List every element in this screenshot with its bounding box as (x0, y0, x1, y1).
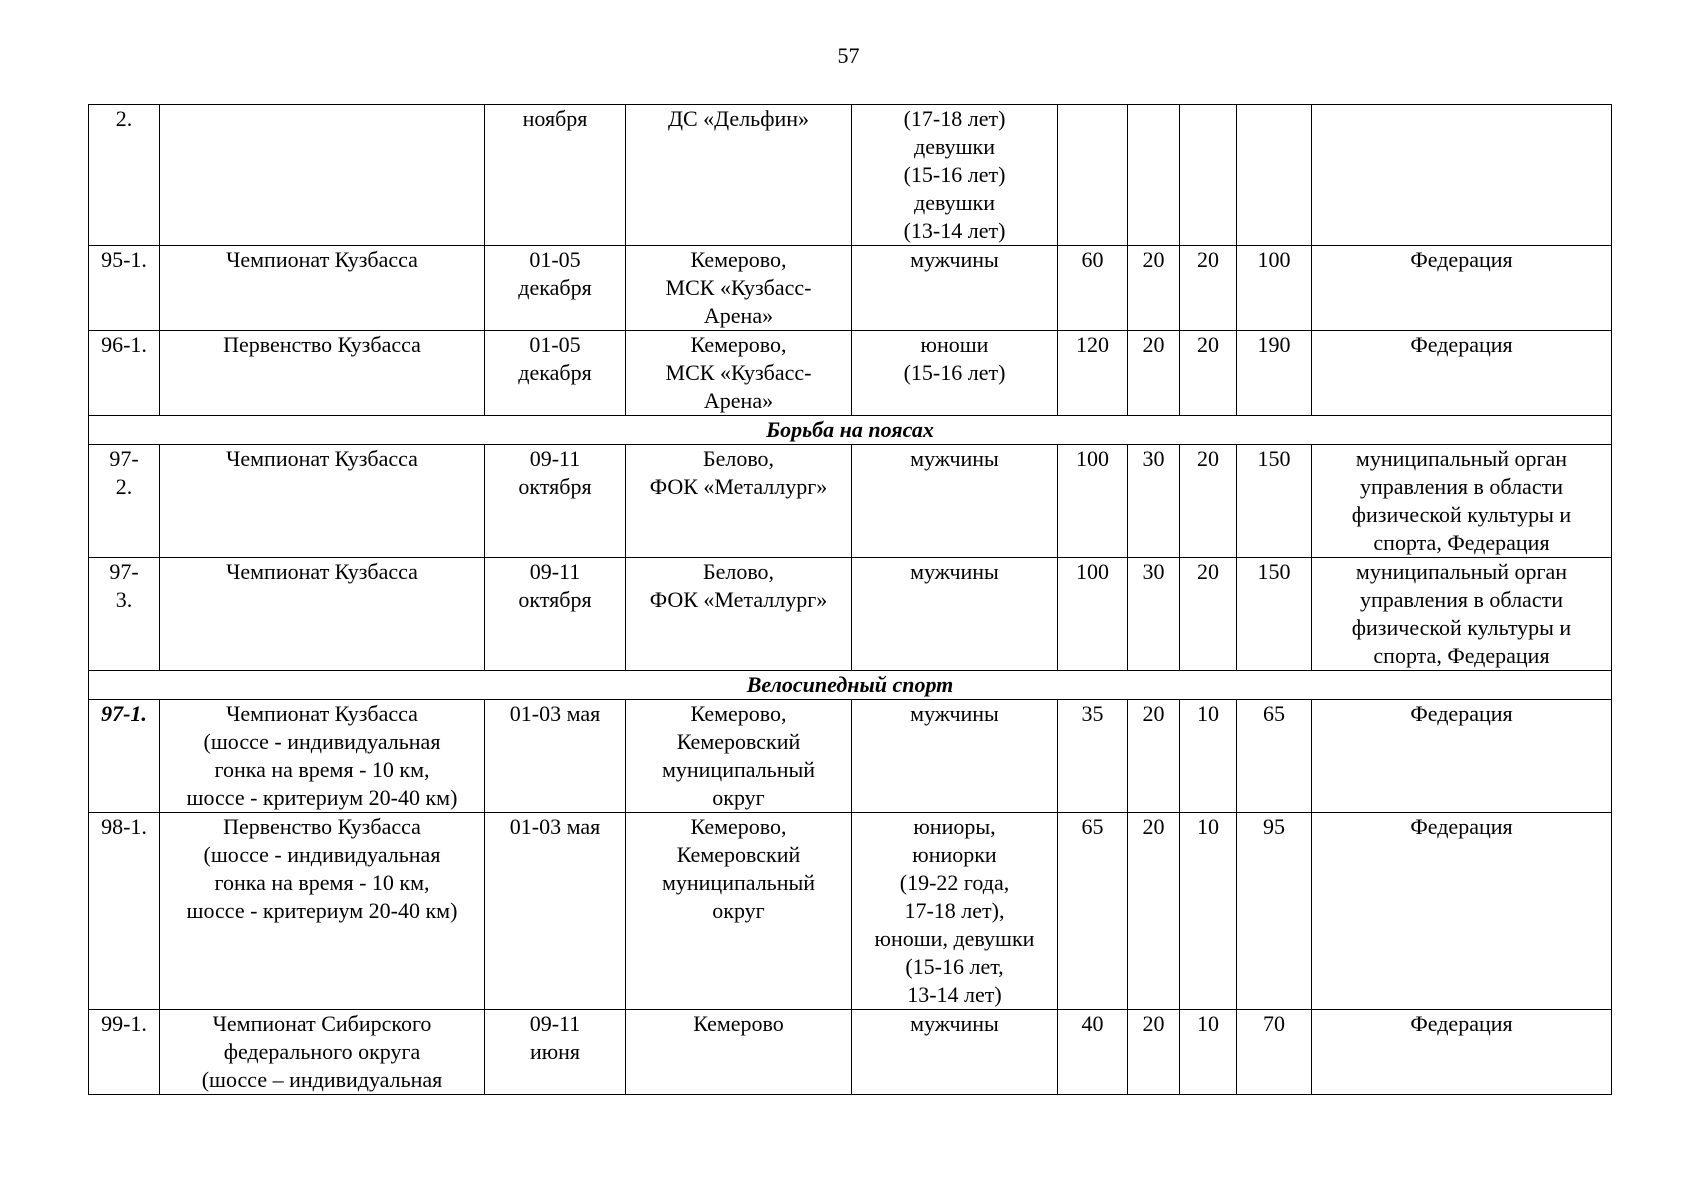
event-number-line: 3. (115, 587, 133, 612)
event-place-line: Белово, (702, 559, 775, 584)
count-c3: 20 (1180, 445, 1237, 558)
count-c2: 20 (1128, 700, 1180, 813)
participant-group (852, 1010, 1058, 1095)
event-place-line: округ (712, 898, 765, 923)
page-number: 57 (837, 43, 860, 68)
event-number-line: 99-1. (101, 1011, 147, 1036)
event-date (485, 1010, 626, 1095)
participant-group-line: 17-18 лет), (904, 898, 1005, 923)
event-name (160, 700, 485, 813)
table-row (89, 331, 1612, 416)
event-name-line: Чемпионат Кузбасса (226, 559, 418, 584)
table-row (89, 445, 1612, 558)
count-c4: 150 (1237, 445, 1312, 558)
count-c2: 20 (1128, 331, 1180, 416)
section-row (89, 416, 1612, 445)
count-c1: 40 (1058, 1010, 1128, 1095)
count-c4 (1237, 105, 1312, 246)
count-c3: 10 (1180, 1010, 1237, 1095)
event-number-line: 97- (109, 446, 139, 471)
event-date-line: 01-03 мая (509, 814, 601, 839)
participant-group-line: (17-18 лет) (903, 106, 1006, 131)
participant-group (852, 700, 1058, 813)
count-c3 (1180, 105, 1237, 246)
event-place (626, 246, 852, 331)
event-number-line: 2. (115, 474, 133, 499)
event-name-line: шоссе - критериум 20-40 км) (186, 785, 458, 810)
organizer-line: физической культуры и (1351, 502, 1572, 527)
organizer-line: управления в области (1360, 474, 1563, 499)
event-place (626, 1010, 852, 1095)
organizer (1312, 331, 1612, 416)
count-c1: 35 (1058, 700, 1128, 813)
event-place-line: Кемерово (693, 1011, 784, 1036)
organizer-line: Федерация (1410, 701, 1513, 726)
event-number (89, 246, 160, 331)
event-place (626, 813, 852, 1010)
organizer-line: Федерация (1410, 1011, 1513, 1036)
count-c2: 20 (1128, 1010, 1180, 1095)
table-row (89, 813, 1612, 1010)
participant-group-line: юноши (920, 332, 989, 357)
count-c3: 20 (1180, 246, 1237, 331)
event-number (89, 445, 160, 558)
count-c3: 10 (1180, 813, 1237, 1010)
event-date-line: декабря (518, 360, 592, 385)
organizer-line: физической культуры и (1351, 615, 1572, 640)
participant-group-line: девушки (914, 134, 995, 159)
event-place-line: Кемерово, (690, 332, 787, 357)
event-date (485, 558, 626, 671)
event-date (485, 331, 626, 416)
count-c4: 95 (1237, 813, 1312, 1010)
event-place-line: ФОК «Металлург» (649, 474, 828, 499)
event-date (485, 246, 626, 331)
table-row (89, 246, 1612, 331)
event-name-line: (шоссе - индивидуальная (203, 729, 441, 754)
event-number-line: 96-1. (101, 332, 147, 357)
event-place-line: муниципальный (661, 757, 816, 782)
event-name (160, 246, 485, 331)
event-name (160, 558, 485, 671)
participant-group (852, 331, 1058, 416)
event-date-line: ноября (522, 106, 588, 131)
event-name-line: (шоссе - индивидуальная (203, 842, 441, 867)
participant-group (852, 558, 1058, 671)
event-number (89, 105, 160, 246)
organizer (1312, 445, 1612, 558)
count-c3: 20 (1180, 558, 1237, 671)
event-date-line: 09-11 (529, 559, 581, 584)
participant-group-line: юниорки (912, 842, 997, 867)
organizer-line: муниципальный орган (1355, 559, 1568, 584)
count-c1: 65 (1058, 813, 1128, 1010)
count-c3: 20 (1180, 331, 1237, 416)
participant-group-line: мужчины (910, 1011, 999, 1036)
section-row (89, 671, 1612, 700)
organizer (1312, 1010, 1612, 1095)
event-number (89, 700, 160, 813)
event-number-line: 97-1. (101, 701, 147, 726)
event-date-line: декабря (518, 275, 592, 300)
event-place-line: ДС «Дельфин» (667, 106, 810, 131)
event-number (89, 558, 160, 671)
event-place-line: Кемеровский (676, 729, 801, 754)
count-c4: 100 (1237, 246, 1312, 331)
event-place (626, 558, 852, 671)
organizer-line: Федерация (1410, 332, 1513, 357)
count-c2: 30 (1128, 558, 1180, 671)
section-title: Борьба на поясах (89, 416, 1612, 445)
event-place-line: Кемерово, (690, 247, 787, 272)
event-place-line: Арена» (703, 388, 774, 413)
participant-group-line: мужчины (910, 559, 999, 584)
event-date-line: октября (518, 474, 592, 499)
count-c4: 70 (1237, 1010, 1312, 1095)
event-place-line: ФОК «Металлург» (649, 587, 828, 612)
participant-group-line: (15-16 лет) (903, 162, 1006, 187)
table-row (89, 700, 1612, 813)
event-date (485, 700, 626, 813)
event-place-line: Кемерово, (690, 814, 787, 839)
event-place (626, 445, 852, 558)
participant-group (852, 445, 1058, 558)
organizer (1312, 558, 1612, 671)
event-number (89, 331, 160, 416)
event-number-line: 98-1. (101, 814, 147, 839)
count-c4: 150 (1237, 558, 1312, 671)
organizer (1312, 246, 1612, 331)
participant-group-line: (15-16 лет) (903, 360, 1006, 385)
event-number (89, 1010, 160, 1095)
participant-group-line: юноши, девушки (874, 926, 1035, 951)
event-place (626, 105, 852, 246)
event-place-line: Кемеровский (676, 842, 801, 867)
event-date-line: октября (518, 587, 592, 612)
event-place-line: округ (712, 785, 765, 810)
event-name-line: шоссе - критериум 20-40 км) (186, 898, 458, 923)
event-date-line: 01-03 мая (509, 701, 601, 726)
participant-group (852, 813, 1058, 1010)
event-date (485, 445, 626, 558)
event-name (160, 813, 485, 1010)
event-name (160, 1010, 485, 1095)
participant-group-line: (19-22 года, (899, 870, 1010, 895)
section-title: Велосипедный спорт (89, 671, 1612, 700)
count-c1: 60 (1058, 246, 1128, 331)
event-place-line: Кемерово, (690, 701, 787, 726)
participant-group-line: (13-14 лет) (903, 218, 1006, 243)
events-table (88, 104, 1612, 1095)
event-name-line: Чемпионат Сибирского (212, 1011, 432, 1036)
count-c1: 120 (1058, 331, 1128, 416)
event-number-line: 95-1. (101, 247, 147, 272)
count-c2: 20 (1128, 813, 1180, 1010)
participant-group (852, 105, 1058, 246)
count-c3: 10 (1180, 700, 1237, 813)
event-number (89, 813, 160, 1010)
event-place-line: Арена» (703, 303, 774, 328)
event-name (160, 105, 485, 246)
event-place-line: муниципальный (661, 870, 816, 895)
event-date-line: 01-05 (529, 247, 581, 272)
event-name-line: Чемпионат Кузбасса (226, 247, 418, 272)
event-number-line: 2. (115, 106, 133, 131)
event-place-line: Белово, (702, 446, 775, 471)
count-c4: 65 (1237, 700, 1312, 813)
event-name-line: гонка на время - 10 км, (214, 870, 430, 895)
count-c1 (1058, 105, 1128, 246)
organizer-line: управления в области (1360, 587, 1563, 612)
count-c1: 100 (1058, 445, 1128, 558)
event-name-line: Чемпионат Кузбасса (226, 701, 418, 726)
count-c4: 190 (1237, 331, 1312, 416)
participant-group-line: 13-14 лет) (907, 982, 1002, 1007)
event-place-line: МСК «Кузбасс- (665, 360, 812, 385)
event-name-line: Чемпионат Кузбасса (226, 446, 418, 471)
event-name-line: Первенство Кузбасса (223, 332, 421, 357)
participant-group-line: мужчины (910, 446, 999, 471)
organizer-line: Федерация (1410, 247, 1513, 272)
organizer (1312, 813, 1612, 1010)
event-date (485, 813, 626, 1010)
event-number-line: 97- (109, 559, 139, 584)
event-name-line: Первенство Кузбасса (223, 814, 421, 839)
participant-group-line: девушки (914, 190, 995, 215)
event-date (485, 105, 626, 246)
event-place (626, 331, 852, 416)
count-c1: 100 (1058, 558, 1128, 671)
participant-group-line: юниоры, (913, 814, 996, 839)
organizer (1312, 105, 1612, 246)
count-c2: 30 (1128, 445, 1180, 558)
event-name-line: гонка на время - 10 км, (214, 757, 430, 782)
count-c2 (1128, 105, 1180, 246)
event-name (160, 331, 485, 416)
organizer-line: Федерация (1410, 814, 1513, 839)
event-name-line: (шоссе – индивидуальная (201, 1067, 443, 1092)
event-name-line: федерального округа (223, 1039, 421, 1064)
organizer-line: муниципальный орган (1355, 446, 1568, 471)
table-row (89, 105, 1612, 246)
participant-group-line: (15-16 лет, (905, 954, 1004, 979)
organizer (1312, 700, 1612, 813)
organizer-line: спорта, Федерация (1373, 530, 1550, 555)
table-row (89, 558, 1612, 671)
organizer-line: спорта, Федерация (1373, 643, 1550, 668)
event-date-line: 09-11 (529, 446, 581, 471)
event-place-line: МСК «Кузбасс- (665, 275, 812, 300)
event-name (160, 445, 485, 558)
event-date-line: июня (529, 1039, 581, 1064)
participant-group-line: мужчины (910, 701, 999, 726)
event-date-line: 01-05 (529, 332, 581, 357)
count-c2: 20 (1128, 246, 1180, 331)
participant-group-line: мужчины (910, 247, 999, 272)
participant-group (852, 246, 1058, 331)
table-row (89, 1010, 1612, 1095)
event-date-line: 09-11 (529, 1011, 581, 1036)
event-place (626, 700, 852, 813)
